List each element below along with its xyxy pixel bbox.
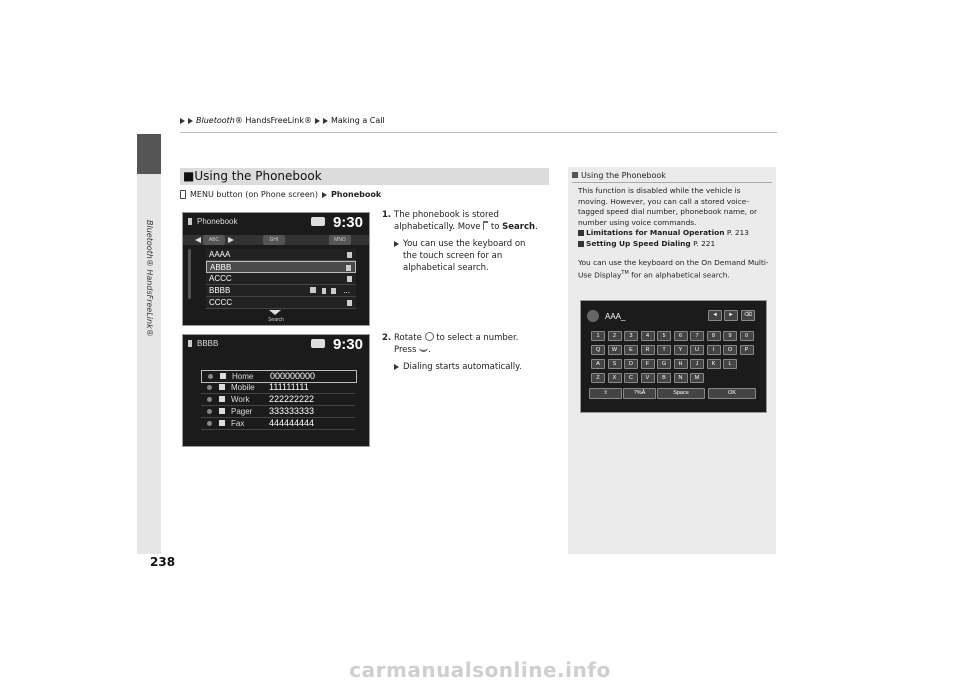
key-s[interactable]: S — [608, 359, 622, 369]
home-icon — [310, 287, 316, 293]
step-2-text-b: to select a number. — [436, 333, 519, 343]
contact-type-icon — [346, 265, 351, 271]
reference-arrow-icon — [578, 230, 584, 236]
breadcrumb-arrow-icon — [180, 118, 185, 124]
mobile-icon — [322, 288, 326, 294]
signal-icon — [311, 339, 325, 348]
chapter-label: Bluetooth® HandsFreeLink® — [145, 220, 154, 337]
page-number: 238 — [150, 555, 176, 569]
signal-icon — [311, 217, 325, 226]
work-icon — [219, 396, 225, 402]
note-link-2[interactable] — [578, 239, 770, 250]
key-x[interactable]: X — [608, 373, 622, 383]
number-label: Work — [231, 395, 250, 404]
key-n[interactable]: N — [674, 373, 688, 383]
key-0[interactable]: 0 — [740, 331, 754, 341]
contact-row[interactable] — [206, 273, 356, 285]
contact-row[interactable] — [206, 249, 356, 261]
number-row[interactable] — [201, 394, 355, 406]
number-row[interactable] — [201, 406, 355, 418]
menu-path — [180, 190, 381, 199]
key-l[interactable]: L — [723, 359, 737, 369]
sub-arrow-icon — [394, 241, 399, 247]
key-d[interactable]: D — [624, 359, 638, 369]
sub-arrow-icon — [394, 364, 399, 370]
contact-type-icon — [347, 252, 352, 258]
search-arrow-icon — [269, 310, 281, 315]
shift-icon[interactable]: ⇧ — [589, 388, 622, 399]
dial-icon — [207, 397, 212, 402]
keyboard-screen — [580, 300, 767, 413]
contact-row-selected[interactable] — [206, 261, 356, 273]
key-k[interactable]: K — [707, 359, 721, 369]
step-1-period: . — [535, 222, 538, 232]
key-e[interactable]: E — [624, 345, 638, 355]
key-m[interactable]: M — [690, 373, 704, 383]
key-j[interactable]: J — [690, 359, 704, 369]
phone-number: 444444444 — [269, 418, 315, 428]
number-label: Home — [232, 372, 254, 381]
key-c[interactable]: C — [624, 373, 638, 383]
scrollbar[interactable] — [188, 249, 191, 299]
number-label: Fax — [231, 419, 245, 428]
note-link-1[interactable] — [578, 228, 770, 239]
contact-name: BBBB — [209, 286, 231, 295]
fax-icon — [219, 420, 225, 426]
breadcrumb-arrow-icon — [315, 118, 320, 124]
breadcrumb — [180, 116, 385, 125]
space-key[interactable]: Space — [657, 388, 705, 399]
tab-ghi[interactable]: GHI — [263, 235, 285, 245]
key-u[interactable]: U — [690, 345, 704, 355]
contact-detail-screen — [182, 334, 370, 447]
contact-row[interactable] — [206, 297, 356, 309]
key-z[interactable]: Z — [591, 373, 605, 383]
prev-tab-icon[interactable] — [195, 237, 201, 243]
press-knob-icon — [419, 346, 428, 352]
breadcrumb-arrow-icon — [323, 118, 328, 124]
contact-name: ACCC — [209, 274, 232, 283]
breadcrumb-making-a-call: Making a Call — [330, 116, 385, 125]
step-1-text-b: to — [490, 222, 500, 232]
step-1 — [382, 209, 552, 274]
key-y[interactable]: Y — [674, 345, 688, 355]
step-2-sub: Dialing starts automatically. — [403, 362, 522, 372]
watermark: carmanualsonline.info — [349, 658, 611, 682]
alpha-tabs — [183, 235, 369, 245]
menu-icon[interactable] — [587, 310, 599, 322]
note-heading-text: Using the Phonebook — [581, 171, 666, 180]
phone-number: 000000000 — [270, 371, 316, 381]
note-heading — [572, 171, 772, 183]
key-w[interactable]: W — [608, 345, 622, 355]
contact-name: AAAA — [209, 250, 231, 259]
contact-title: BBBB — [197, 339, 219, 348]
pager-icon — [219, 408, 225, 414]
phone-number: 111111111 — [269, 382, 309, 392]
step-2-text-d: . — [428, 345, 431, 355]
cursor-right-icon[interactable]: ► — [724, 310, 738, 321]
key-o[interactable]: O — [723, 345, 737, 355]
home-icon — [220, 373, 226, 379]
link-1-label: Limitations for Manual Operation — [586, 228, 725, 238]
work-icon — [331, 288, 336, 294]
key-6[interactable]: 6 — [674, 331, 688, 341]
step-2-number: 2. — [382, 333, 392, 343]
symbols-key[interactable]: ?%Å — [623, 388, 656, 399]
note-body — [578, 186, 770, 281]
chapter-tab — [137, 134, 161, 174]
step-1-text-a: The phonebook is stored alphabetically. Move — [394, 210, 499, 232]
key-i[interactable]: I — [707, 345, 721, 355]
key-2[interactable]: 2 — [608, 331, 622, 341]
link-1-page: P. 213 — [726, 228, 749, 238]
note-para-1: This function is disabled while the vehicle is moving. However, you can call a stored voice-tagged speed dial number, phonebook name, or number using voice commands. — [578, 186, 758, 227]
contact-type-icon — [347, 276, 352, 282]
more-numbers: ... — [343, 286, 350, 295]
dial-icon — [207, 385, 212, 390]
contact-name: CCCC — [209, 298, 233, 307]
phone-number: 222222222 — [269, 394, 315, 404]
key-7[interactable]: 7 — [690, 331, 704, 341]
number-row[interactable] — [201, 382, 355, 394]
contact-name: ABBB — [210, 263, 232, 272]
step-1-target: Search — [502, 222, 536, 232]
backspace-icon[interactable]: ⌫ — [741, 310, 755, 321]
key-9[interactable]: 9 — [723, 331, 737, 341]
breadcrumb-bluetooth: Bluetooth — [196, 116, 235, 125]
note-para-2b: for an alphabetical search. — [628, 270, 730, 280]
number-label: Pager — [231, 407, 253, 416]
key-v[interactable]: V — [641, 373, 655, 383]
search-label[interactable]: Search — [268, 317, 284, 323]
step-1-sub: You can use the keyboard on the touch screen for an alphabetical search. — [403, 239, 526, 273]
step-1-number: 1. — [382, 210, 392, 220]
ok-key[interactable]: OK — [708, 388, 756, 399]
key-p[interactable]: P — [740, 345, 754, 355]
key-a[interactable]: A — [591, 359, 605, 369]
section-title: ■Using the Phonebook — [180, 168, 549, 185]
breadcrumb-handsfreelink: ® HandsFreeLink® — [234, 116, 312, 125]
selector-knob-icon — [425, 332, 434, 341]
dial-icon — [207, 409, 212, 414]
phonebook-screen — [182, 212, 370, 326]
clock: 9:30 — [332, 336, 363, 353]
dial-icon — [207, 421, 212, 426]
menu-path-target: Phonebook — [330, 190, 382, 199]
link-2-label: Setting Up Speed Dialing — [586, 238, 691, 248]
tab-mno[interactable]: MNO — [329, 235, 351, 245]
trademark: TM — [621, 270, 629, 277]
joystick-icon — [483, 221, 488, 230]
menu-path-prefix: MENU button (on Phone screen) — [190, 190, 318, 199]
note-para-2a: You can use the keyboard on the On Demand Multi-Use Display — [578, 257, 769, 280]
path-arrow-icon — [322, 192, 327, 198]
contact-row[interactable] — [206, 285, 356, 297]
tab-abc[interactable]: ABC — [203, 235, 225, 245]
note-para-2 — [578, 258, 770, 282]
mobile-icon — [219, 384, 225, 390]
key-q[interactable]: Q — [591, 345, 605, 355]
reference-arrow-icon — [578, 241, 584, 247]
key-1[interactable]: 1 — [591, 331, 605, 341]
key-4[interactable]: 4 — [641, 331, 655, 341]
note-icon — [572, 172, 578, 178]
key-3[interactable]: 3 — [624, 331, 638, 341]
header-rule — [180, 132, 777, 133]
key-r[interactable]: R — [641, 345, 655, 355]
key-5[interactable]: 5 — [657, 331, 671, 341]
phone-icon — [188, 218, 192, 225]
step-2-text-a: Rotate — [394, 333, 422, 343]
key-t[interactable]: T — [657, 345, 671, 355]
step-2 — [382, 332, 552, 373]
phone-number: 333333333 — [269, 406, 315, 416]
key-b[interactable]: B — [657, 373, 671, 383]
number-label: Mobile — [231, 383, 255, 392]
phonebook-title: Phonebook — [197, 217, 238, 226]
next-tab-icon[interactable] — [228, 237, 234, 243]
breadcrumb-arrow-icon — [188, 118, 193, 124]
key-g[interactable]: G — [657, 359, 671, 369]
clock: 9:30 — [332, 214, 363, 231]
key-h[interactable]: H — [674, 359, 688, 369]
contact-type-icon — [347, 300, 352, 306]
key-8[interactable]: 8 — [707, 331, 721, 341]
link-2-page: P. 221 — [693, 238, 716, 248]
step-2-text-c: Press — [394, 345, 417, 355]
phone-icon — [188, 340, 192, 347]
cursor-left-icon[interactable]: ◄ — [708, 310, 722, 321]
dial-icon — [208, 374, 213, 379]
search-text-field[interactable]: AAA_ — [605, 312, 626, 321]
key-f[interactable]: F — [641, 359, 655, 369]
home-button-icon — [180, 190, 186, 199]
number-row[interactable] — [201, 418, 355, 430]
